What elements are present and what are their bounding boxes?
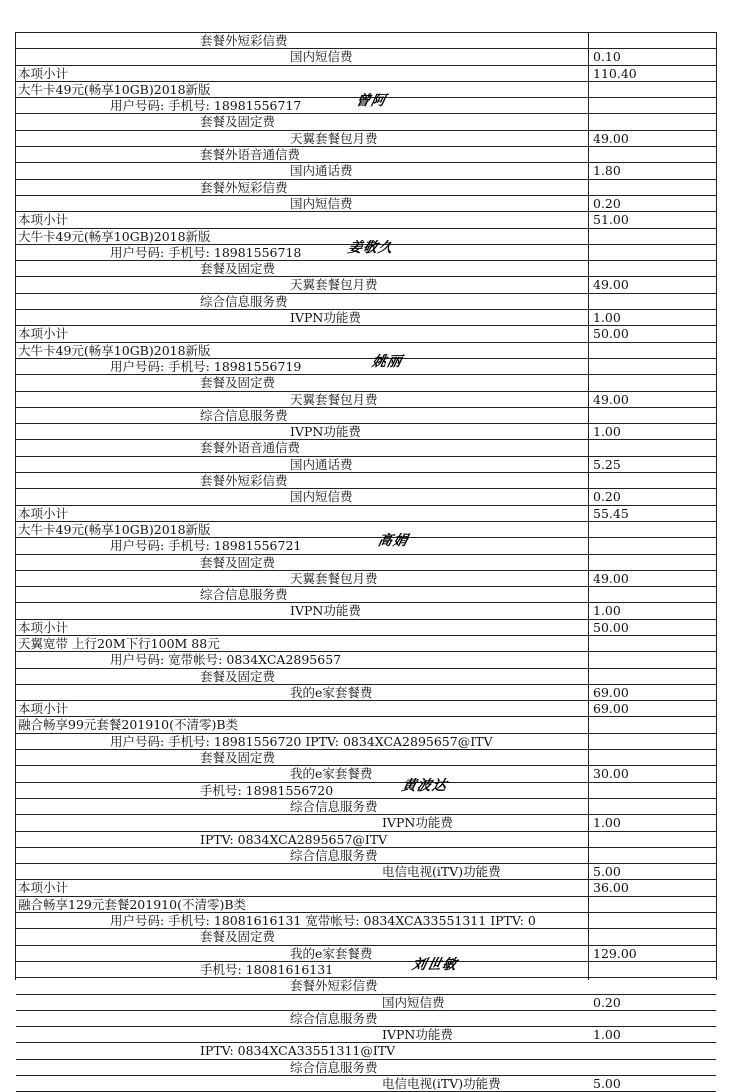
table-row — [16, 571, 716, 587]
table-row — [16, 1043, 716, 1059]
row-item-label: 综合信息服务费 — [290, 1010, 378, 1026]
row-item-label: 用户号码: 手机号: 18981556720 IPTV: 0834XCA2895657@ITV — [110, 733, 493, 749]
row-item-label: 国内短信费 — [382, 994, 445, 1010]
table-row — [16, 326, 716, 342]
row-item-label: 天翼套餐包月费 — [290, 570, 378, 586]
row-amount: 50.00 — [593, 619, 629, 635]
table-row — [16, 750, 716, 766]
row-item-label: 国内短信费 — [290, 489, 353, 505]
table-body — [16, 33, 716, 1092]
row-item-label: 用户号码: 手机号: 18981556719 — [110, 358, 302, 374]
row-amount: 49.00 — [593, 570, 629, 586]
table-row — [16, 163, 716, 179]
table-row — [16, 33, 716, 49]
row-amount: 1.00 — [593, 310, 621, 326]
row-item-label: 套餐外短彩信费 — [200, 473, 288, 489]
row-item-label: 套餐外短彩信费 — [290, 978, 378, 994]
table-row — [16, 832, 716, 848]
row-item-label: 套餐外语音通信费 — [200, 147, 301, 163]
row-item-label: 套餐外短彩信费 — [200, 179, 288, 195]
row-amount: 69.00 — [593, 684, 629, 700]
row-item-label: 手机号: 18981556720 — [200, 782, 334, 798]
row-heading: 大牛卡49元(畅享10GB)2018新版 — [18, 342, 211, 358]
table-row — [16, 353, 716, 375]
row-amount: 0.20 — [593, 489, 621, 505]
row-item-label: 套餐及固定费 — [200, 668, 276, 684]
table-row — [16, 408, 716, 424]
row-item-label: IVPN功能费 — [290, 310, 361, 326]
table-row — [16, 897, 716, 913]
table-row — [16, 652, 716, 668]
table-row — [16, 375, 716, 391]
row-heading: 天翼宽带 上行20M下行100M 88元 — [18, 635, 220, 651]
table-row — [16, 587, 716, 603]
table-row — [16, 93, 716, 114]
table-row — [16, 261, 716, 277]
handwritten-signature: 姚丽 — [370, 353, 404, 370]
table-row — [16, 212, 716, 228]
row-item-label: 综合信息服务费 — [200, 587, 288, 603]
table-row — [16, 310, 716, 326]
row-amount: 0.20 — [593, 195, 621, 211]
table-row — [16, 701, 716, 717]
row-heading: 融合畅享129元套餐201910(不清零)B类 — [18, 896, 247, 912]
row-heading: 本项小计 — [18, 701, 69, 717]
table-row — [16, 343, 716, 359]
row-item-label: 用户号码: 手机号: 18981556718 — [110, 244, 302, 260]
row-item-label: 天翼套餐包月费 — [290, 277, 378, 293]
table-row — [16, 277, 716, 293]
handwritten-signature: 刘世敏 — [410, 956, 459, 973]
row-item-label: 套餐及固定费 — [200, 929, 276, 945]
table-row — [16, 603, 716, 619]
table-row — [16, 815, 716, 831]
handwritten-signature: 姜敬久 — [346, 239, 395, 256]
row-amount: 69.00 — [593, 701, 629, 717]
row-heading: 融合畅享99元套餐201910(不清零)B类 — [18, 717, 239, 733]
row-heading: 本项小计 — [18, 619, 69, 635]
row-item-label: 天翼套餐包月费 — [290, 130, 378, 146]
row-item-label: 国内短信费 — [290, 49, 353, 65]
table-row — [16, 440, 716, 456]
row-item-label: 我的e家套餐费 — [290, 766, 373, 782]
row-item-label: 电信电视(iTV)功能费 — [382, 864, 501, 880]
row-amount: 50.00 — [593, 326, 629, 342]
table-row — [16, 49, 716, 65]
row-heading: 本项小计 — [18, 880, 69, 896]
row-item-label: 综合信息服务费 — [290, 798, 378, 814]
row-amount: 5.25 — [593, 456, 621, 472]
table-row — [16, 147, 716, 163]
row-item-label: 套餐及固定费 — [200, 114, 276, 130]
table-row — [16, 533, 716, 554]
row-item-label: 国内通话费 — [290, 456, 353, 472]
row-amount: 49.00 — [593, 391, 629, 407]
table-row — [16, 555, 716, 571]
row-item-label: 用户号码: 手机号: 18981556721 — [110, 538, 302, 554]
row-item-label: 综合信息服务费 — [290, 1059, 378, 1075]
table-row — [16, 636, 716, 652]
row-heading: 大牛卡49元(畅享10GB)2018新版 — [18, 521, 211, 537]
row-amount: 49.00 — [593, 130, 629, 146]
table-row — [16, 669, 716, 685]
row-amount: 5.00 — [593, 864, 621, 880]
row-amount: 55.45 — [593, 505, 629, 521]
table-row — [16, 880, 716, 896]
row-item-label: 套餐及固定费 — [200, 261, 276, 277]
table-row — [16, 1060, 716, 1076]
table-row — [16, 946, 716, 962]
table-row — [16, 929, 716, 945]
row-amount: 1.00 — [593, 1027, 621, 1043]
row-amount: 49.00 — [593, 277, 629, 293]
row-item-label: 套餐及固定费 — [200, 375, 276, 391]
table-row — [16, 489, 716, 505]
handwritten-signature: 黄波达 — [400, 777, 449, 794]
row-amount: 129.00 — [593, 945, 637, 961]
table-row — [16, 685, 716, 701]
table-row — [16, 180, 716, 196]
row-amount: 1.00 — [593, 424, 621, 440]
row-item-label: 我的e家套餐费 — [290, 945, 373, 961]
table-row — [16, 294, 716, 310]
table-row — [16, 766, 716, 782]
row-amount: 51.00 — [593, 212, 629, 228]
table-row — [16, 114, 716, 130]
handwritten-signature: 高娟 — [376, 533, 410, 550]
row-item-label: IPTV: 0834XCA33551311@ITV — [200, 1043, 396, 1059]
row-item-label: IVPN功能费 — [290, 424, 361, 440]
handwritten-signature: 曾阿 — [354, 93, 388, 110]
row-item-label: 用户号码: 手机号: 18081616131 宽带帐号: 0834XCA33551311 IPTV: 0 — [110, 913, 536, 929]
row-item-label: IPTV: 0834XCA2895657@ITV — [200, 831, 388, 847]
row-item-label: 综合信息服务费 — [290, 847, 378, 863]
row-item-label: 手机号: 18081616131 — [200, 961, 334, 977]
table-row — [16, 978, 716, 994]
row-item-label: 国内通话费 — [290, 163, 353, 179]
table-row — [16, 196, 716, 212]
row-amount: 1.00 — [593, 603, 621, 619]
row-amount: 5.00 — [593, 1076, 621, 1091]
row-heading: 大牛卡49元(畅享10GB)2018新版 — [18, 81, 211, 97]
row-amount: 30.00 — [593, 766, 629, 782]
table-row — [16, 457, 716, 473]
table-row — [16, 956, 716, 978]
row-heading: 本项小计 — [18, 326, 69, 342]
row-amount: 36.00 — [593, 880, 629, 896]
row-item-label: 套餐及固定费 — [200, 554, 276, 570]
row-item-label: IVPN功能费 — [382, 815, 453, 831]
table-row — [16, 734, 716, 750]
row-amount: 110.40 — [593, 65, 637, 81]
row-item-label: IVPN功能费 — [382, 1027, 453, 1043]
row-item-label: 套餐及固定费 — [200, 750, 276, 766]
row-item-label: 电信电视(iTV)功能费 — [382, 1076, 501, 1091]
table-row — [16, 392, 716, 408]
row-item-label: 综合信息服务费 — [200, 293, 288, 309]
row-amount: 0.20 — [593, 994, 621, 1010]
table-row — [16, 777, 716, 799]
row-amount: 0.10 — [593, 49, 621, 65]
row-item-label: 我的e家套餐费 — [290, 684, 373, 700]
row-item-label: 天翼套餐包月费 — [290, 391, 378, 407]
table-row — [16, 239, 716, 261]
table-row — [16, 522, 716, 538]
row-item-label: 综合信息服务费 — [200, 407, 288, 423]
row-heading: 本项小计 — [18, 505, 69, 521]
table-row — [16, 620, 716, 636]
row-heading: 大牛卡49元(畅享10GB)2018新版 — [18, 228, 211, 244]
billing-detail-table — [15, 32, 717, 1091]
row-heading: 本项小计 — [18, 212, 69, 228]
table-row — [16, 799, 716, 815]
row-item-label: 国内短信费 — [290, 195, 353, 211]
row-amount: 1.00 — [593, 815, 621, 831]
table-row — [16, 1011, 716, 1027]
row-item-label: IVPN功能费 — [290, 603, 361, 619]
table-row — [16, 717, 716, 733]
table-row — [16, 913, 716, 929]
row-item-label: 用户号码: 手机号: 18981556717 — [110, 98, 302, 114]
table-row — [16, 131, 716, 147]
table-row — [16, 864, 716, 880]
table-row — [16, 66, 716, 82]
table-row — [16, 506, 716, 522]
row-item-label: 用户号码: 宽带帐号: 0834XCA2895657 — [110, 652, 342, 668]
row-heading: 本项小计 — [18, 65, 69, 81]
row-amount: 1.80 — [593, 163, 621, 179]
table-row — [16, 1027, 716, 1043]
table-row — [16, 995, 716, 1011]
row-item-label: 套餐外语音通信费 — [200, 440, 301, 456]
table-row — [16, 424, 716, 440]
table-row — [16, 848, 716, 864]
table-row — [16, 1076, 716, 1092]
row-item-label: 套餐外短彩信费 — [200, 33, 288, 48]
table-row — [16, 473, 716, 489]
